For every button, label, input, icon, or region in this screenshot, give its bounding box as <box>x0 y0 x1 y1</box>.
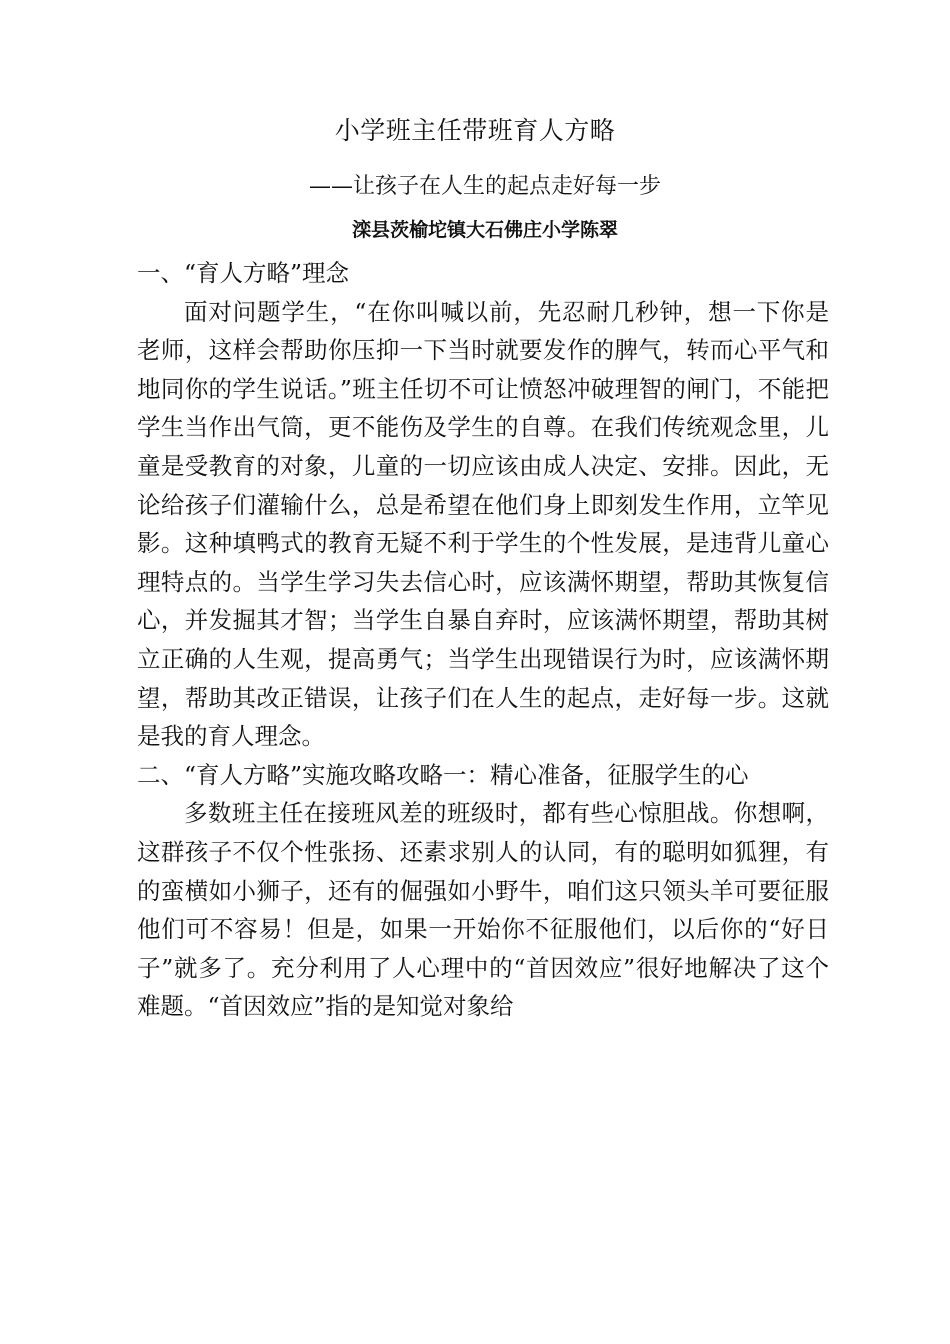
document-title: 小学班主任带班育人方略 <box>334 116 616 145</box>
document-author: 滦县茨榆坨镇大石佛庄小学陈翠 <box>351 219 618 241</box>
section-paragraph-1: 面对问题学生，“在你叫喊以前，先忍耐几秒钟，想一下你是老师，这样会帮助你压抑一下当时就要发作的脾气，转而心平气和地同你的学生说话。”班主任切不可让愤怒冲破理智的闸门，不能把学生当作出气筒，更不能伤及学生的自尊。在我们传统观念里，儿童是受教育的对象，儿童的一切应该由成人决定、安排。因此，无论给孩子们灌输什么，总是希望在他们身上即刻发生作用，立竿见影。这种填鸭式的教育无疑不利于学生的个性发展，是违背儿童心理特点的。当学生学习失去信心时，应该满怀期望，帮助其恢复信心，并发掘其才智；当学生自暴自弃时，应该满怀期望，帮助其树立正确的人生观，提高勇气；当学生出现错误行为时，应该满怀期望，帮助其改正错误，让孩子们在人生的起点，走好每一步。这就是我的育人理念。 <box>137 297 829 751</box>
section-heading-1: 一、“育人方略”理念 <box>137 259 350 287</box>
section-paragraph-2: 多数班主任在接班风差的班级时，都有些心惊胆战。你想啊，这群孩子不仅个性张扬、还素求别人的认同，有的聪明如狐狸，有的蛮横如小狮子，还有的倔强如小野牛，咱们这只领头羊可要征服他们可不容易！但是，如果一开始你不征服他们，以后你的“好日子”就多了。充分利用了人心理中的“首因效应”很好地解决了这个难题。“首因效应”指的是知觉对象给 <box>137 799 829 1021</box>
section-heading-2: 二、“育人方略”实施攻略攻略一：精心准备，征服学生的心 <box>137 760 749 789</box>
document-subtitle: ——让孩子在人生的起点走好每一步 <box>308 174 661 199</box>
document-body <box>137 254 829 1026</box>
